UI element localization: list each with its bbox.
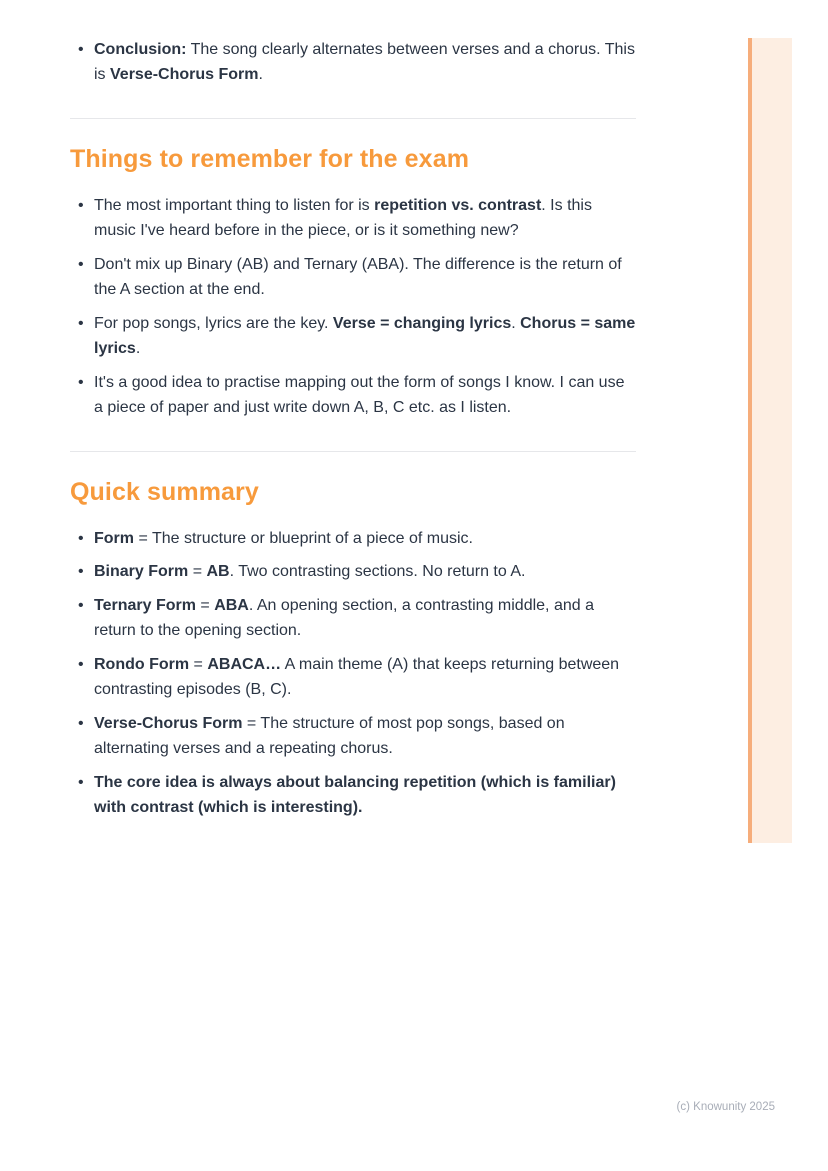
notes-content bbox=[70, 38, 636, 821]
notes-section bbox=[70, 118, 636, 421]
bold-text: Chorus = same lyrics bbox=[94, 314, 636, 357]
bullet-item bbox=[70, 253, 636, 303]
bold-text: Binary Form bbox=[94, 563, 189, 581]
bullet-item bbox=[70, 527, 636, 552]
plain-text: For pop songs, lyrics are the key. bbox=[94, 314, 333, 332]
section-divider bbox=[70, 451, 636, 452]
notes-section bbox=[70, 38, 636, 88]
plain-text: A main theme (A) that keeps returning between contrasting episodes (B, C). bbox=[94, 656, 620, 699]
plain-text: = bbox=[188, 563, 207, 581]
bold-text: Verse-Chorus Form bbox=[110, 65, 259, 83]
plain-text: = bbox=[195, 597, 215, 615]
plain-text: = bbox=[189, 656, 208, 674]
plain-text: . Two contrasting sections. No return to A. bbox=[229, 563, 526, 581]
plain-text: = The structure of most pop songs, based on alternating verses and a repeating chorus. bbox=[94, 715, 565, 758]
bullet-list bbox=[70, 194, 636, 421]
bold-text: ABACA… bbox=[207, 656, 282, 674]
bullet-list bbox=[70, 527, 636, 822]
right-accent-stripe bbox=[748, 38, 792, 843]
plain-text: The most important thing to listen for is bbox=[94, 196, 375, 214]
plain-text: Don't mix up Binary (AB) and Ternary (ABA). The difference is the return of the A section at the end. bbox=[94, 255, 622, 298]
notes-section bbox=[70, 451, 636, 822]
bold-text: Verse-Chorus Form bbox=[94, 715, 243, 733]
plain-text: . bbox=[511, 314, 521, 332]
bullet-list bbox=[70, 38, 636, 88]
bold-text: Rondo Form bbox=[94, 656, 190, 674]
bold-text: AB bbox=[206, 563, 230, 581]
bold-text: ABA bbox=[214, 597, 249, 615]
plain-text: . bbox=[258, 65, 263, 83]
bold-text: Verse = changing lyrics bbox=[332, 314, 512, 332]
plain-text: The song clearly alternates between verses and a chorus. This is bbox=[94, 41, 635, 83]
bold-text: Form bbox=[94, 529, 134, 547]
plain-text: . An opening section, a contrasting middle, and a return to the opening section. bbox=[94, 597, 594, 640]
footer-credit: (c) Knowunity 2025 bbox=[676, 1101, 775, 1113]
bullet-item bbox=[70, 194, 636, 244]
bullet-item bbox=[70, 371, 636, 421]
bold-text: Conclusion: bbox=[94, 41, 187, 58]
bold-text: Ternary Form bbox=[94, 597, 196, 615]
bullet-item bbox=[70, 560, 636, 585]
plain-text: It's a good idea to practise mapping out the form of songs I know. I can use a piece of paper and just write down A, B, C etc. as I listen. bbox=[94, 373, 625, 416]
bullet-item bbox=[70, 653, 636, 703]
bold-text: repetition vs. contrast bbox=[374, 196, 542, 214]
bold-text: The core idea is always about balancing repetition (which is familiar) with contrast (which is interesting). bbox=[94, 774, 616, 817]
bullet-item bbox=[70, 312, 636, 362]
section-divider bbox=[70, 118, 636, 119]
bullet-item bbox=[70, 594, 636, 644]
bullet-item bbox=[70, 771, 636, 821]
plain-text: . bbox=[135, 339, 141, 357]
section-heading: Things to remember for the exam bbox=[70, 144, 470, 173]
section-heading: Quick summary bbox=[70, 477, 259, 506]
bullet-item bbox=[70, 38, 636, 88]
bullet-item bbox=[70, 712, 636, 762]
plain-text: = The structure or blueprint of a piece of music. bbox=[134, 529, 473, 547]
plain-text: . Is this music I've heard before in the piece, or is it something new? bbox=[94, 196, 592, 239]
